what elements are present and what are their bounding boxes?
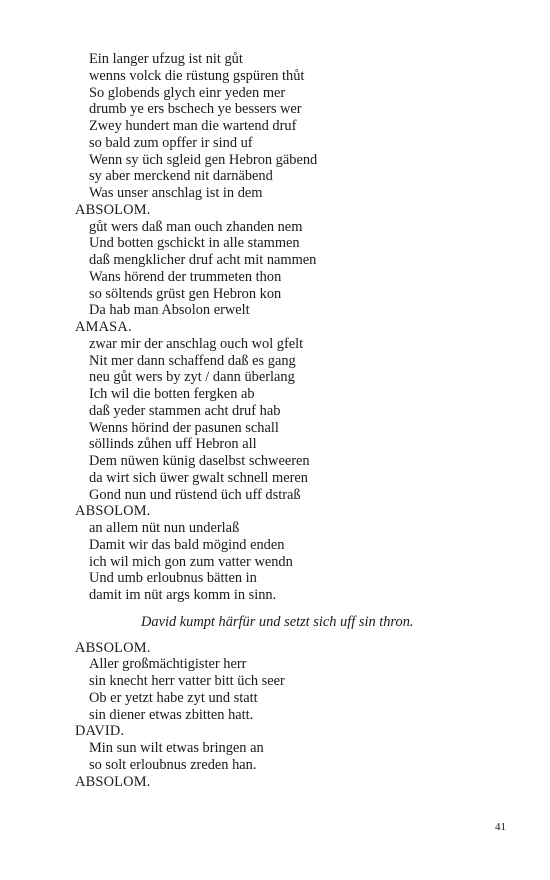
verse-line: Ich wil die botten fergken ab [89, 386, 255, 402]
verse-line: Da hab man Absolon erwelt [89, 302, 250, 319]
verse-line: Wenns hörind der pasunen schall [89, 419, 279, 436]
verse-line: sin knecht herr vatter bitt üch seer [89, 673, 285, 689]
speaker-name: ABSOLOM. [75, 639, 151, 656]
verse-line: sin diener etwas zbitten hatt. [89, 706, 254, 723]
play-text [75, 51, 515, 790]
speaker-name: AMASA. [75, 319, 132, 335]
verse-line: zwar mir der anschlag ouch wol gfelt [89, 335, 304, 352]
verse-line: Nit mer dann schaffend daß es gang [89, 352, 296, 369]
verse-line: Wans hörend der trummeten thon [89, 268, 282, 285]
verse-line: so solt erloubnus zreden han. [89, 756, 257, 773]
speaker-name: ABSOLOM. [75, 773, 151, 790]
verse-line: damit im nüt args komm in sinn. [89, 587, 277, 603]
verse-line: so söltends grüst gen Hebron kon [89, 285, 282, 302]
verse-block-1 [75, 51, 515, 604]
verse-line: drumb ye ers bschech ye bessers wer [89, 101, 302, 118]
verse-line: Was unser anschlag ist in dem [89, 185, 263, 201]
verse-line: daß mengklicher druf acht mit nammen [89, 252, 317, 268]
page-number: 41 [495, 821, 506, 833]
stage-direction: David kumpt härfür und setzt sich uff sin thron. [141, 613, 414, 630]
verse-line: Dem nüwen künig daselbst schweeren [89, 453, 310, 469]
verse-line: Und umb erloubnus bätten in [89, 570, 257, 587]
verse-line: Gond nun und rüstend üch uff dstraß [89, 486, 301, 503]
speaker-name: ABSOLOM. [75, 503, 151, 520]
verse-block-2 [75, 640, 515, 791]
verse-line: Zwey hundert man die wartend druf [89, 118, 297, 134]
verse-line: söllinds zůhen uff Hebron all [89, 436, 257, 453]
verse-line: gůt wers daß man ouch zhanden nem [89, 218, 303, 235]
speaker-name: ABSOLOM. [75, 201, 151, 218]
verse-line: Min sun wilt etwas bringen an [89, 740, 264, 756]
verse-line: wenns volck die rüstung gspüren thůt [89, 67, 305, 84]
verse-line: sy aber merckend nit darnäbend [89, 168, 273, 185]
verse-line: Wenn sy üch sgleid gen Hebron gäbend [89, 151, 318, 168]
verse-line: Ein langer ufzug ist nit gůt [89, 51, 243, 67]
speaker-name: DAVID. [75, 723, 125, 740]
verse-line: neu gůt wers by zyt / dann überlang [89, 369, 295, 386]
verse-line: Und botten gschickt in alle stammen [89, 235, 300, 252]
verse-line: daß yeder stammen acht druf hab [89, 402, 281, 419]
verse-line: an allem nüt nun underlaß [89, 520, 240, 536]
verse-line: Ob er yetzt habe zyt und statt [89, 689, 258, 706]
verse-line: so bald zum opffer ir sind uf [89, 134, 253, 151]
verse-line: Damit wir das bald mögind enden [89, 536, 285, 553]
verse-line: ich wil mich gon zum vatter wendn [89, 553, 293, 570]
verse-line: Aller großmächtigister herr [89, 656, 247, 673]
verse-line: So globends glych einr yeden mer [89, 84, 286, 101]
verse-line: da wirt sich üwer gwalt schnell meren [89, 469, 308, 486]
